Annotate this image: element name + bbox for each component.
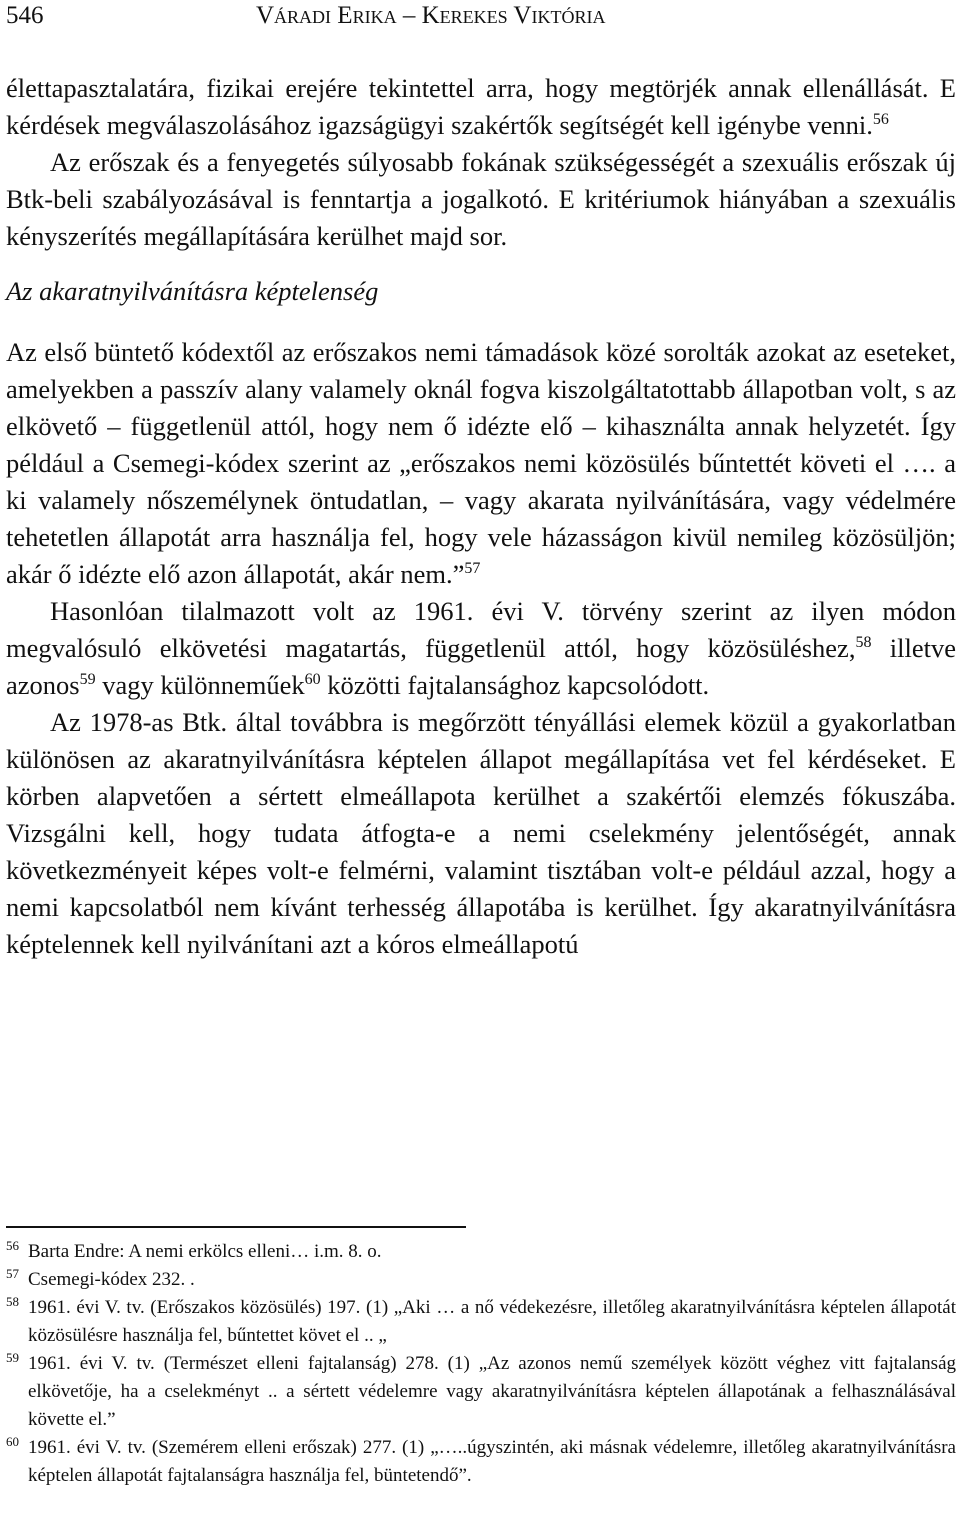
paragraph-text: Az első büntető kódextől az erőszakos nemi támadások közé sorolták azokat az eseteket, amelyekben a passzív alany valamely oknál fogva kiszolgáltatottabb állapotban volt, s az elkövető – függetlenül attól, hogy nem ő idézte elő – kihasználta annak helyzetét. Így például a Csemegi-kódex szerint az „erőszakos nemi közösülés bűntettét követi el …. a ki valamely nőszemélynek öntudatlan, – vagy akarata nyilvánítására, vagy védelmére tehetetlen állapotát arra használja fel, hogy vele házasságon kivül nemileg közösüljön; akár ő idézte elő azon állapotát, akár nem.” [6,337,956,589]
paragraph-text: illetve azonos [6,633,956,700]
paragraph-1978-act: Az 1978-as Btk. által továbbra is megőrzött tényállási elemek közül a gyakorlatban különösen az akaratnyilvánításra képtelen állapot megállapítása vet fel kérdéseket. E körben alapvetően a sértett elmeállapota kerülhet a szakértői elemzés fókuszába. Vizsgálni kell, hogy tudata átfogta-e a nemi cselekmény jelentőségét, annak következményeit képes volt-e felmérni, valamint tisztában volt-e például azzal, hogy a nemi kapcsolatból nem kívánt terhesség állapotába is kerülhet. Így akaratnyilvánításra képtelennek kell nyilvánítani azt a kóros elmeállapotú [6,707,956,959]
paragraph-text: közötti fajtalansághoz kapcsolódott. [320,670,710,700]
footnote-ref-60: 60 [304,671,321,689]
footnote-number: 56 [6,1238,19,1253]
paragraph-continuation [6,70,956,144]
footnote-text: 1961. évi V. tv. (Szemérem elleni erőszak) 277. (1) „…..úgyszintén, aki másnak védelemre, illetőleg akaratnyilvánításra képtelen állapotát fajtalanságra használja fel, büntetendő”. [28,1437,956,1486]
paragraph-text: élettapasztalatára, fizikai erejére tekintettel arra, hogy megtörjék annak ellenállását. E kérdések megválaszolásához igazságügyi szakértők segítségét kell igénybe venni. [6,73,956,140]
footnote-56 [6,1238,956,1266]
footnote-number: 57 [6,1266,19,1281]
footnote-separator [6,1226,466,1228]
footnote-text: Csemegi-kódex 232. . [28,1269,195,1290]
body-text [6,70,956,963]
paragraph-1961-act [6,593,956,704]
footnote-number: 59 [6,1350,19,1365]
footnote-ref-59: 59 [79,671,96,689]
footnote-text: 1961. évi V. tv. (Természet elleni fajtalanság) 278. (1) „Az azonos nemű személyek között véghez vitt fajtalanság elkövetője, ha a cselekményt .. a sértett védelemre vagy akaratnyilvánításra képtelen állapotának a felhasználásával követte el.” [28,1353,956,1430]
footnote-ref-58: 58 [855,634,872,652]
footnote-ref-56: 56 [872,111,889,129]
footnote-number: 60 [6,1434,19,1449]
footnote-ref-57: 57 [464,560,481,578]
footnote-text: Barta Endre: A nemi erkölcs elleni… i.m. 8. o. [28,1241,382,1262]
footnote-59 [6,1350,956,1434]
footnote-58 [6,1294,956,1350]
footnote-60 [6,1434,956,1490]
paragraph-text: vagy különneműek [95,670,305,700]
paragraph-coercion: Az erőszak és a fenyegetés súlyosabb fokának szükségességét a szexuális erőszak új Btk-beli szabályozásával is fenntartja a jogalkotó. E kritériumok hiányában a szexuális kényszerítés megállapítására kerülhet majd sor. [6,147,956,251]
running-title: Váradi Erika – Kerekes Viktória [256,2,606,29]
footnotes [6,1238,956,1490]
page-header [6,2,956,34]
page-number: 546 [6,2,44,29]
footnote-text: 1961. évi V. tv. (Erőszakos közösülés) 197. (1) „Aki … a nő védekezésre, illetőleg akaratnyilvánításra képtelen állapotát közösülésre használja fel, bűntettet követ el .. „ [28,1297,956,1346]
footnote-57 [6,1266,956,1294]
paragraph-first-code [6,334,956,593]
paragraph-text: Hasonlóan tilalmazott volt az 1961. évi V. törvény szerint az ilyen módon megvalósuló elkövetési magatartás, függetlenül attól, hogy közösüléshez, [6,596,956,663]
footnote-number: 58 [6,1294,19,1309]
section-heading: Az akaratnyilvánításra képtelenség [6,276,379,306]
